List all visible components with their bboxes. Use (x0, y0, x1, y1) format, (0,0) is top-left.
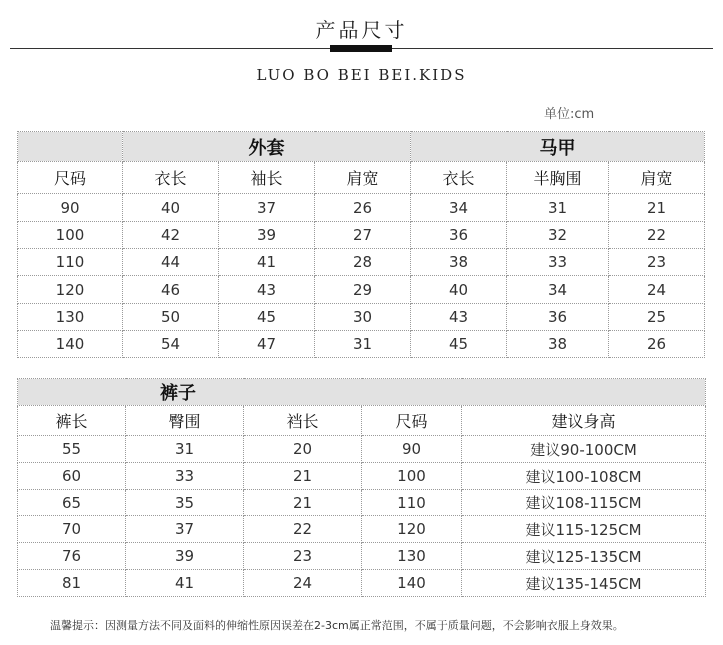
table-cell: 130 (18, 304, 123, 331)
table-cell: 100 (362, 463, 462, 490)
table-cell: 81 (18, 570, 126, 597)
table-cell: 41 (126, 570, 244, 597)
column-header: 臀围 (126, 406, 244, 436)
column-header: 衣长 (411, 162, 507, 194)
table-cell: 55 (18, 436, 126, 463)
table-column-header (18, 406, 706, 436)
table-cell: 建议135-145CM (462, 570, 706, 597)
table-cell: 90 (362, 436, 462, 463)
size-table-pants (17, 378, 706, 597)
table-cell: 60 (18, 463, 126, 490)
column-header: 建议身高 (462, 406, 706, 436)
table-cell: 45 (219, 304, 315, 331)
table-cell: 21 (244, 463, 362, 490)
table-cell: 20 (244, 436, 362, 463)
column-header: 裤长 (18, 406, 126, 436)
table-row (18, 543, 706, 570)
table-cell: 29 (315, 276, 411, 304)
table-cell: 44 (123, 249, 219, 276)
table-cell: 31 (507, 194, 609, 222)
table-cell: 21 (609, 194, 705, 222)
column-header: 裆长 (244, 406, 362, 436)
table-cell: 130 (362, 543, 462, 570)
group-header-empty (18, 132, 123, 162)
table-cell: 30 (315, 304, 411, 331)
group-header-coat: 外套 (123, 132, 411, 162)
table-cell: 45 (411, 331, 507, 358)
column-header: 半胸围 (507, 162, 609, 194)
table-row (18, 436, 706, 463)
table-cell: 35 (126, 490, 244, 516)
table-cell: 22 (244, 516, 362, 543)
table-cell: 46 (123, 276, 219, 304)
table-cell: 建议125-135CM (462, 543, 706, 570)
table-cell: 23 (244, 543, 362, 570)
column-header: 袖长 (219, 162, 315, 194)
table-row (18, 331, 705, 358)
table-row (18, 222, 705, 249)
table-cell: 建议108-115CM (462, 490, 706, 516)
table-cell: 26 (315, 194, 411, 222)
table-cell: 24 (609, 276, 705, 304)
table-cell: 26 (609, 331, 705, 358)
table-group-header (18, 132, 705, 162)
table-cell: 建议90-100CM (462, 436, 706, 463)
table-cell: 23 (609, 249, 705, 276)
table-cell: 36 (507, 304, 609, 331)
table-cell: 42 (123, 222, 219, 249)
table-cell: 120 (18, 276, 123, 304)
group-header-vest: 马甲 (411, 132, 705, 162)
table-cell: 33 (507, 249, 609, 276)
table-row (18, 570, 706, 597)
page-title: 产品尺寸 (315, 18, 408, 42)
table-cell: 90 (18, 194, 123, 222)
table-cell: 120 (362, 516, 462, 543)
table-cell: 140 (18, 331, 123, 358)
table-cell: 37 (219, 194, 315, 222)
column-header: 尺码 (18, 162, 123, 194)
table-cell: 43 (411, 304, 507, 331)
column-header: 肩宽 (315, 162, 411, 194)
table-cell: 22 (609, 222, 705, 249)
table-row (18, 304, 705, 331)
table-row (18, 249, 705, 276)
table-cell: 65 (18, 490, 126, 516)
table-cell: 37 (126, 516, 244, 543)
table-cell: 36 (411, 222, 507, 249)
table-cell: 50 (123, 304, 219, 331)
table-cell: 110 (18, 249, 123, 276)
table-cell: 31 (315, 331, 411, 358)
table-cell: 33 (126, 463, 244, 490)
table-cell: 31 (126, 436, 244, 463)
table-cell: 39 (126, 543, 244, 570)
size-table-coat-vest (17, 131, 705, 358)
table-group-header (18, 379, 706, 406)
table-cell: 38 (411, 249, 507, 276)
table-cell: 110 (362, 490, 462, 516)
table-cell: 38 (507, 331, 609, 358)
table-cell: 40 (123, 194, 219, 222)
table-cell: 21 (244, 490, 362, 516)
table-cell: 41 (219, 249, 315, 276)
table-cell: 39 (219, 222, 315, 249)
table-cell: 建议100-108CM (462, 463, 706, 490)
table-cell: 34 (411, 194, 507, 222)
column-header: 肩宽 (609, 162, 705, 194)
table-cell: 27 (315, 222, 411, 249)
table-cell: 100 (18, 222, 123, 249)
table-cell: 54 (123, 331, 219, 358)
table-cell: 28 (315, 249, 411, 276)
unit-label: 单位:cm (544, 107, 595, 122)
table-row (18, 194, 705, 222)
table-cell: 34 (507, 276, 609, 304)
measurement-note: 温馨提示：因测量方法不同及面料的伸缩性原因误差在2-3cm属正常范围，不属于质量问题，不会影响衣服上身效果。 (50, 619, 624, 632)
column-header: 衣长 (123, 162, 219, 194)
table-cell: 25 (609, 304, 705, 331)
table-cell: 建议115-125CM (462, 516, 706, 543)
table-cell: 40 (411, 276, 507, 304)
group-header-pants: 裤子 (18, 379, 706, 406)
table-cell: 32 (507, 222, 609, 249)
table-cell: 76 (18, 543, 126, 570)
brand-name: LUO BO BEI BEI.KIDS (256, 66, 467, 84)
table-cell: 140 (362, 570, 462, 597)
table-row (18, 516, 706, 543)
table-cell: 43 (219, 276, 315, 304)
table-cell: 47 (219, 331, 315, 358)
table-column-header (18, 162, 705, 194)
title-divider-accent (330, 45, 392, 52)
column-header: 尺码 (362, 406, 462, 436)
table-cell: 24 (244, 570, 362, 597)
table-row (18, 276, 705, 304)
table-row (18, 463, 706, 490)
table-cell: 70 (18, 516, 126, 543)
table-row (18, 490, 706, 516)
